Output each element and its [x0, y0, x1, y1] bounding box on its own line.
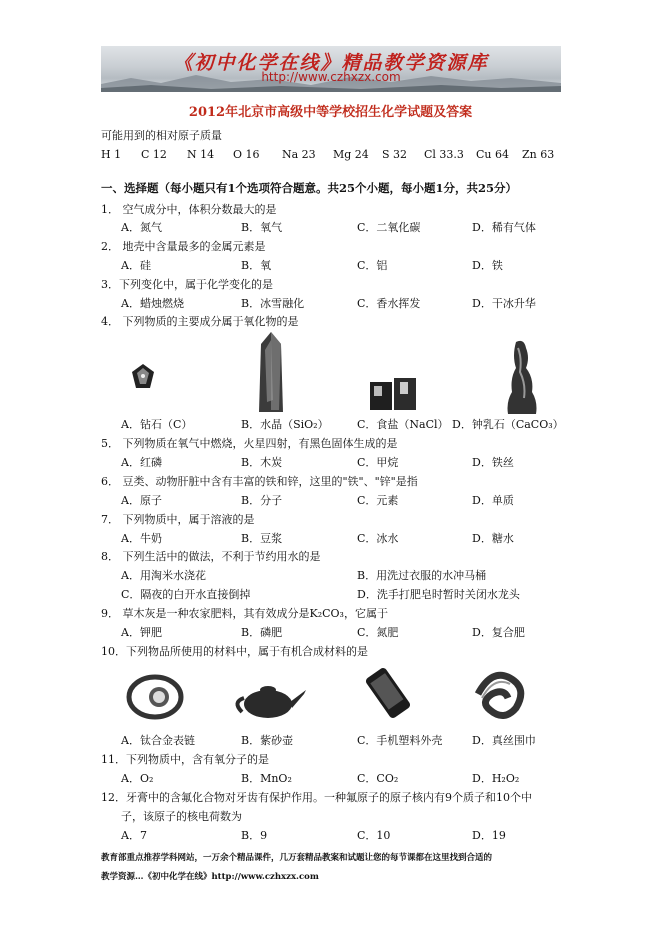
banner-title: 《初中化学在线》精品教学资源库 [173, 52, 489, 74]
crystal-picture [253, 330, 289, 414]
option-c: C．冰水 [357, 532, 399, 545]
option-a: A．7 [121, 829, 147, 842]
option-a: A．硅 [121, 259, 151, 272]
option-d: D．铁丝 [472, 456, 514, 469]
footer-line-1: 教育部重点推荐学科网站，一万余个精品课件，几万套精品教案和试题让您的每节课都在这里找到合适的 [101, 853, 493, 863]
option-d: D．钟乳石（CaCO₃） [452, 418, 564, 431]
option-b: B．氧 [241, 259, 272, 272]
page-title: 2012年北京市高级中等学校招生化学试题及答案 [188, 105, 473, 120]
banner-url[interactable]: http://www.czhxzx.com [261, 70, 401, 84]
option-b: B．水晶（SiO₂） [241, 418, 329, 431]
option-a: A．原子 [121, 494, 162, 507]
question-stem: 4． 下列物质的主要成分属于氧化物的是 [101, 315, 299, 328]
stalactite-picture [502, 338, 542, 416]
option-d: D．复合肥 [472, 626, 525, 639]
question-stem: 11．下列物质中，含有氧分子的是 [101, 753, 269, 766]
option-b: B．MnO₂ [241, 772, 292, 785]
option-b: B．磷肥 [241, 626, 283, 639]
question-stem: 1． 空气成分中，体积分数最大的是 [101, 203, 277, 216]
option-a: A．钾肥 [121, 626, 162, 639]
question-stem: 10．下列物品所使用的材料中，属于有机合成材料的是 [101, 645, 368, 658]
option-d: D．糖水 [472, 532, 514, 545]
option-a: A．钛合金表链 [121, 734, 195, 747]
option-d: D．H₂O₂ [472, 772, 520, 785]
question-stem: 3．下列变化中，属于化学变化的是 [101, 278, 273, 291]
atomic-mass-zn: Zn 63 [522, 148, 555, 161]
diamond-picture [128, 362, 158, 392]
option-b: B．豆浆 [241, 532, 283, 545]
option-a: A．蜡烛燃烧 [121, 297, 184, 310]
atomic-mass-h: H 1 [101, 148, 122, 161]
question-stem: 8． 下列生活中的做法，不利于节约用水的是 [101, 550, 321, 563]
option-c: C．氮肥 [357, 626, 399, 639]
option-b: B．氧气 [241, 221, 283, 234]
atomic-mass-cl: Cl 33.3 [424, 148, 464, 161]
option-b: B．用洗过衣服的水冲马桶 [357, 569, 487, 582]
atomic-mass-s: S 32 [382, 148, 408, 161]
option-c: C．二氧化碳 [357, 221, 421, 234]
question-stem: 12．牙膏中的含氟化合物对牙齿有保护作用。一种氟原子的原子核内有9个质子和10个中 [101, 791, 532, 804]
option-d: D．铁 [472, 259, 503, 272]
option-a: A．钻石（C） [121, 418, 193, 431]
option-a: A．牛奶 [121, 532, 162, 545]
header-banner [101, 46, 561, 92]
option-b: B．冰雪融化 [241, 297, 305, 310]
scarf-picture [472, 664, 532, 724]
option-d: D．干冰升华 [472, 297, 536, 310]
option-d: D．19 [472, 829, 506, 842]
option-c: C．隔夜的白开水直接倒掉 [121, 588, 251, 601]
salt-picture [368, 372, 418, 412]
question-stem-continued: 子，该原子的核电荷数为 [121, 810, 242, 823]
atomic-mass-n: N 14 [187, 148, 215, 161]
question-stem: 5． 下列物质在氧气中燃烧，火星四射，有黑色固体生成的是 [101, 437, 398, 450]
option-b: B．木炭 [241, 456, 283, 469]
option-a: A．氮气 [121, 221, 162, 234]
option-d: D．真丝围巾 [472, 734, 536, 747]
option-c: C．食盐（NaCl） [357, 418, 449, 431]
option-a: A．用淘米水浇花 [121, 569, 206, 582]
question-stem: 7． 下列物质中，属于溶液的是 [101, 513, 255, 526]
option-c: C．CO₂ [357, 772, 399, 785]
question-stem: 6． 豆类、动物肝脏中含有丰富的铁和锌，这里的"铁"、"锌"是指 [101, 475, 418, 488]
section-heading: 一、选择题（每小题只有1个选项符合题意。共25个小题，每小题1分，共25分） [101, 181, 518, 195]
option-a: A．O₂ [121, 772, 154, 785]
atomic-mass-mg: Mg 24 [333, 148, 369, 161]
phone-picture [360, 665, 416, 721]
atomic-mass-na: Na 23 [282, 148, 316, 161]
atomic-mass-o: O 16 [233, 148, 260, 161]
option-c: C．铝 [357, 259, 388, 272]
option-d: D．洗手打肥皂时暂时关闭水龙头 [357, 588, 520, 601]
option-b: B．紫砂壶 [241, 734, 294, 747]
watch-picture [126, 672, 184, 722]
option-c: C．手机塑料外壳 [357, 734, 443, 747]
option-a: A．红磷 [121, 456, 162, 469]
question-stem: 2． 地壳中含量最多的金属元素是 [101, 240, 266, 253]
option-c: C．元素 [357, 494, 399, 507]
option-c: C．香水挥发 [357, 297, 421, 310]
option-c: C．10 [357, 829, 391, 842]
atomic-mass-heading: 可能用到的相对原子质量 [101, 129, 222, 142]
atomic-mass-c: C 12 [141, 148, 167, 161]
option-b: B．9 [241, 829, 268, 842]
atomic-mass-cu: Cu 64 [476, 148, 509, 161]
option-d: D．稀有气体 [472, 221, 536, 234]
teapot-picture [230, 672, 310, 722]
option-c: C．甲烷 [357, 456, 399, 469]
question-stem: 9． 草木灰是一种农家肥料，其有效成分是K₂CO₃，它属于 [101, 607, 388, 620]
footer-line-2: 教学资源…《初中化学在线》http://www.czhxzx.com [101, 872, 319, 882]
option-d: D．单质 [472, 494, 514, 507]
option-b: B．分子 [241, 494, 283, 507]
